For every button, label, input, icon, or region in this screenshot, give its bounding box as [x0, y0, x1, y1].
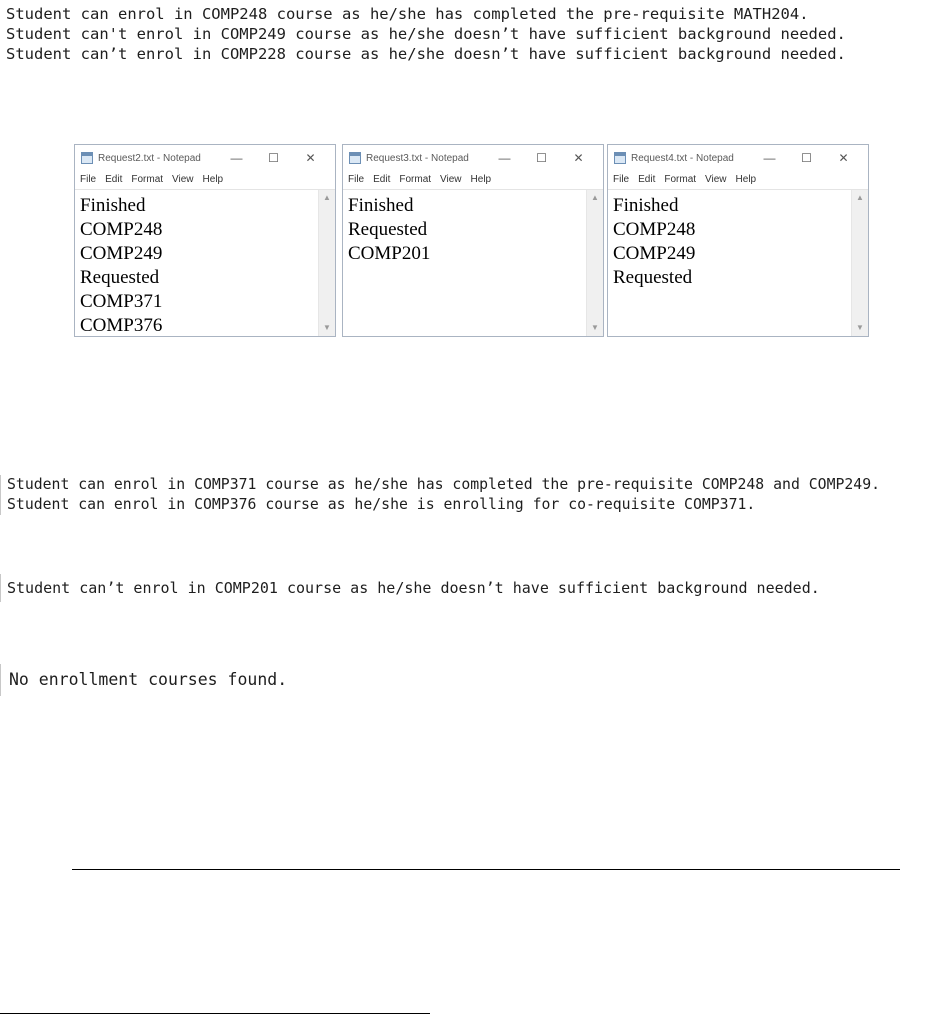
console-output-1	[0, 4, 846, 64]
console-line: Student can enrol in COMP248 course as he/she has completed the pre-requisite MATH204.	[6, 5, 809, 23]
window-title: Request4.txt - Notepad	[631, 152, 734, 164]
menu-view[interactable]: View	[440, 173, 462, 185]
console-line: Student can’t enrol in COMP228 course as he/she doesn’t have sufficient background needed.	[6, 45, 846, 63]
vertical-scrollbar[interactable]	[851, 190, 868, 336]
menu-view[interactable]: View	[705, 173, 727, 185]
text-area[interactable]	[75, 189, 335, 336]
title-bar[interactable]	[343, 145, 603, 171]
title-bar[interactable]	[75, 145, 335, 171]
text-line: Finished	[348, 195, 414, 216]
minimize-button[interactable]: —	[498, 151, 511, 165]
text-line: COMP201	[348, 243, 431, 264]
maximize-button[interactable]: ☐	[801, 151, 812, 165]
console-line: Student can enrol in COMP371 course as he/she has completed the pre-requisite COMP248 and COMP249.	[7, 476, 881, 493]
maximize-button[interactable]: ☐	[268, 151, 279, 165]
text-line: COMP249	[613, 243, 696, 264]
scroll-down-icon[interactable]: ▼	[591, 323, 599, 332]
menu-help[interactable]: Help	[735, 173, 757, 185]
text-line: Requested	[348, 219, 428, 240]
notepad-window-request3[interactable]	[342, 144, 604, 337]
scroll-up-icon[interactable]: ▲	[591, 193, 599, 202]
console-output-3	[0, 574, 820, 602]
scroll-up-icon[interactable]: ▲	[856, 193, 864, 202]
console-line: Student can’t enrol in COMP201 course as he/she doesn’t have sufficient background needed.	[7, 579, 820, 597]
scroll-down-icon[interactable]: ▼	[856, 323, 864, 332]
text-line: Finished	[80, 195, 146, 216]
menu-help[interactable]: Help	[470, 173, 492, 185]
notepad-icon	[349, 152, 361, 164]
text-line: COMP249	[80, 243, 163, 264]
menu-bar	[608, 171, 868, 187]
menu-format[interactable]: Format	[131, 173, 164, 185]
text-line: Requested	[80, 267, 160, 288]
close-button[interactable]: ✕	[838, 151, 849, 165]
title-bar[interactable]	[608, 145, 868, 171]
text-line: COMP248	[80, 219, 163, 240]
scroll-down-icon[interactable]: ▼	[323, 323, 331, 332]
close-button[interactable]: ✕	[305, 151, 316, 165]
menu-format[interactable]: Format	[399, 173, 432, 185]
menu-help[interactable]: Help	[202, 173, 224, 185]
menu-view[interactable]: View	[172, 173, 194, 185]
footnote-separator	[0, 1013, 430, 1014]
notepad-window-request4[interactable]	[607, 144, 869, 337]
menu-edit[interactable]: Edit	[638, 173, 656, 185]
text-line: Requested	[613, 267, 693, 288]
text-line: COMP376	[80, 315, 163, 336]
scroll-up-icon[interactable]: ▲	[323, 193, 331, 202]
minimize-button[interactable]: —	[763, 151, 776, 165]
text-line: Finished	[613, 195, 679, 216]
menu-edit[interactable]: Edit	[373, 173, 391, 185]
menu-file[interactable]: File	[613, 173, 630, 185]
menu-edit[interactable]: Edit	[105, 173, 123, 185]
menu-bar	[75, 171, 335, 187]
close-button[interactable]: ✕	[573, 151, 584, 165]
text-area[interactable]	[608, 189, 868, 336]
menu-file[interactable]: File	[80, 173, 97, 185]
window-title: Request2.txt - Notepad	[98, 152, 201, 164]
text-area[interactable]	[343, 189, 603, 336]
console-output-2	[0, 475, 880, 515]
console-output-4	[0, 664, 287, 696]
horizontal-rule	[72, 869, 900, 870]
console-line: Student can't enrol in COMP249 course as he/she doesn’t have sufficient background needed.	[6, 25, 846, 43]
notepad-icon	[81, 152, 93, 164]
vertical-scrollbar[interactable]	[318, 190, 335, 336]
maximize-button[interactable]: ☐	[536, 151, 547, 165]
window-title: Request3.txt - Notepad	[366, 152, 469, 164]
text-line: COMP248	[613, 219, 696, 240]
console-line: Student can enrol in COMP376 course as he/she is enrolling for co-requisite COMP371.	[7, 496, 756, 513]
menu-file[interactable]: File	[348, 173, 365, 185]
minimize-button[interactable]: —	[230, 151, 243, 165]
text-line: COMP371	[80, 291, 163, 312]
console-line: No enrollment courses found.	[9, 670, 288, 689]
vertical-scrollbar[interactable]	[586, 190, 603, 336]
menu-format[interactable]: Format	[664, 173, 697, 185]
menu-bar	[343, 171, 603, 187]
notepad-icon	[614, 152, 626, 164]
notepad-window-request2[interactable]	[74, 144, 336, 337]
